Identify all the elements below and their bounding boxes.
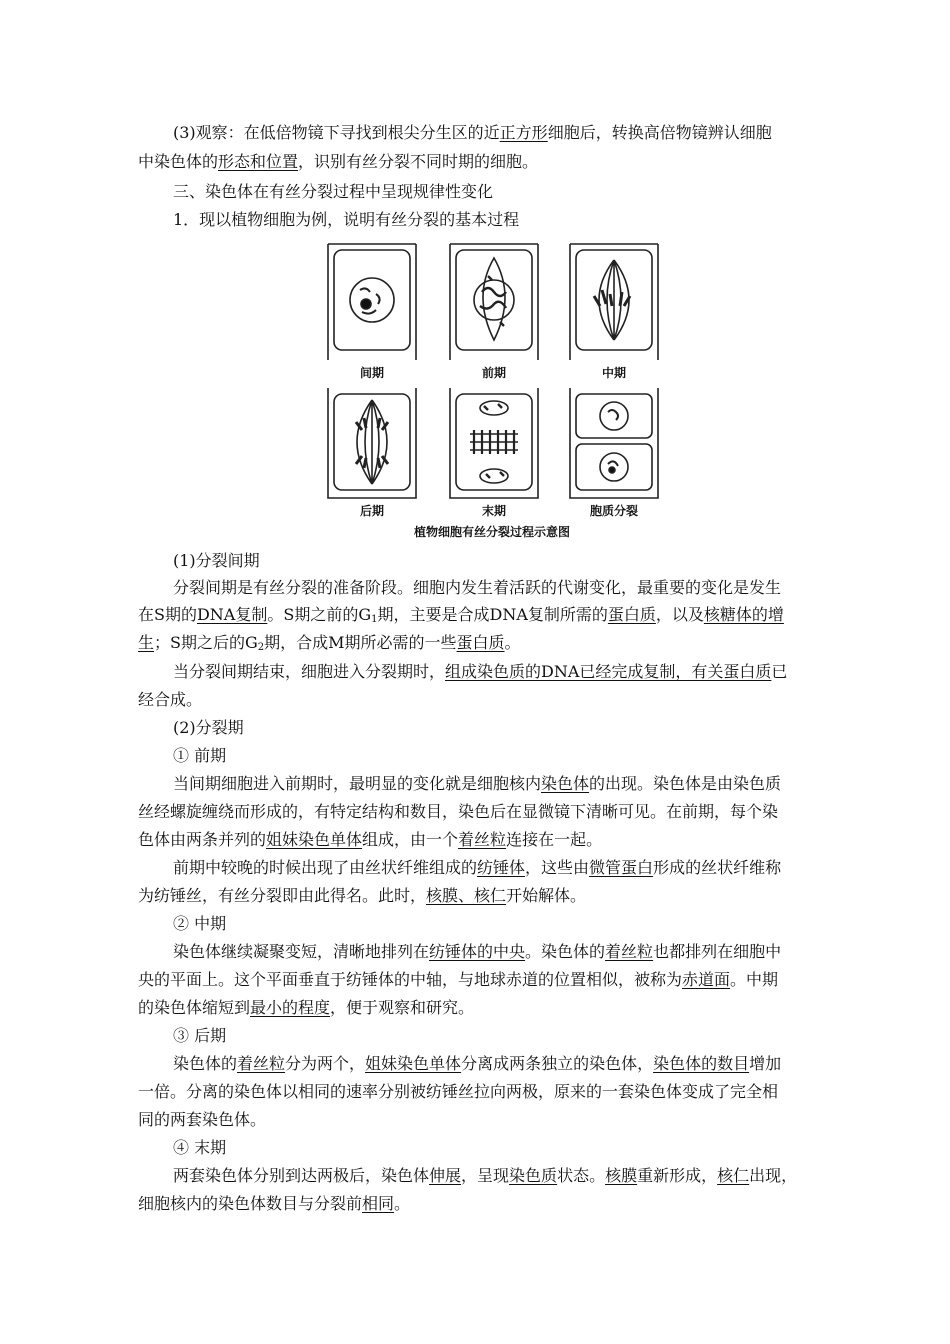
subheading-telophase: ④ 末期	[173, 1138, 227, 1157]
prophase-cell	[450, 244, 538, 360]
paragraph-observe-line1: (3)观察：在低倍物镜下寻找到根尖分生区的近正方形细胞后，转换高倍物镜辨认细胞	[173, 123, 772, 142]
paragraph-prophase-line2: 丝经螺旋缠绕而形成的，有特定结构和数目，染色后在显微镜下清晰可见。在前期，每个染	[138, 802, 779, 821]
anaphase-cell	[328, 388, 416, 498]
interphase-cell	[328, 244, 416, 360]
paragraph-division-start-line1: 当分裂间期结束，细胞进入分裂期时，组成染色质的DNA已经完成复制，有关蛋白质已	[173, 662, 788, 681]
label-prophase: 前期	[481, 366, 506, 380]
paragraph-telophase-line2: 细胞核内的染色体数目与分裂前相同。	[138, 1194, 411, 1213]
paragraph-division-start-line2: 经合成。	[138, 690, 203, 709]
paragraph-spindle-line2: 为纺锤丝，有丝分裂即由此得名。此时，核膜、核仁开始解体。	[138, 886, 587, 905]
subheading-prophase: ① 前期	[173, 746, 227, 765]
paragraph-spindle-line1: 前期中较晚的时候出现了由丝状纤维组成的纺锤体，这些由微管蛋白形成的丝状纤维称	[173, 858, 782, 877]
paragraph-prophase-line3: 色体由两条并列的姐妹染色单体组成，由一个着丝粒连接在一起。	[138, 830, 603, 849]
label-interphase: 间期	[359, 366, 384, 380]
mitosis-diagram	[322, 236, 662, 546]
paragraph-metaphase-line1: 染色体继续凝聚变短，清晰地排列在纺锤体的中央。染色体的着丝粒也都排列在细胞中	[173, 942, 782, 961]
label-telophase: 末期	[481, 504, 506, 518]
paragraph-anaphase-line3: 同的两套染色体。	[138, 1110, 267, 1129]
label-anaphase: 后期	[359, 504, 384, 518]
paragraph-interphase-line2: 在S期的DNA复制。S期之前的$G_1$期，主要是合成DNA复制所需的蛋白质，以及核糖体的增	[138, 605, 784, 625]
figure-caption: 植物细胞有丝分裂过程示意图	[413, 525, 570, 539]
mitosis-figure	[322, 236, 662, 546]
telophase-cell	[450, 388, 538, 498]
paragraph-prophase-line1: 当间期细胞进入前期时，最明显的变化就是细胞核内染色体的出现。染色体是由染色质	[173, 774, 782, 793]
subheading-m-phase: (2)分裂期	[173, 718, 244, 737]
section-heading: 三、染色体在有丝分裂过程中呈现规律性变化	[173, 182, 494, 201]
answer-blank: 正方形	[499, 123, 548, 142]
paragraph-anaphase-line2: 一倍。分离的染色体以相同的速率分别被纺锤丝拉向两极，原来的一套染色体变成了完全相	[138, 1082, 779, 1101]
subheading-anaphase: ③ 后期	[173, 1026, 227, 1045]
label-cytokinesis: 胞质分裂	[589, 504, 638, 518]
subsection-heading: 1．现以植物细胞为例，说明有丝分裂的基本过程	[173, 210, 520, 229]
subheading-metaphase: ② 中期	[173, 914, 227, 933]
answer-blank: 形态和位置	[218, 152, 299, 171]
paragraph-observe-line2: 中染色体的形态和位置，识别有丝分裂不同时期的细胞。	[138, 152, 539, 171]
paragraph-anaphase-line1: 染色体的着丝粒分为两个，姐妹染色单体分离成两条独立的染色体，染色体的数目增加	[173, 1054, 782, 1073]
subheading-interphase: (1)分裂间期	[173, 551, 260, 570]
cytokinesis-cell	[570, 388, 658, 498]
paragraph-telophase-line1: 两套染色体分别到达两极后，染色体伸展，呈现染色质状态。核膜重新形成，核仁出现，	[173, 1166, 798, 1185]
label-metaphase: 中期	[601, 366, 626, 380]
paragraph-interphase-line1: 分裂间期是有丝分裂的准备阶段。细胞内发生着活跃的代谢变化，最重要的变化是发生	[173, 578, 782, 597]
metaphase-cell	[570, 244, 658, 360]
paragraph-interphase-line3: 生；S期之后的$G_2$期，合成M期所必需的一些蛋白质。	[138, 633, 521, 653]
paragraph-metaphase-line2: 央的平面上。这个平面垂直于纺锤体的中轴，与地球赤道的位置相似，被称为赤道面。中期	[138, 970, 779, 989]
paragraph-metaphase-line3: 的染色体缩短到最小的程度，便于观察和研究。	[138, 998, 475, 1017]
